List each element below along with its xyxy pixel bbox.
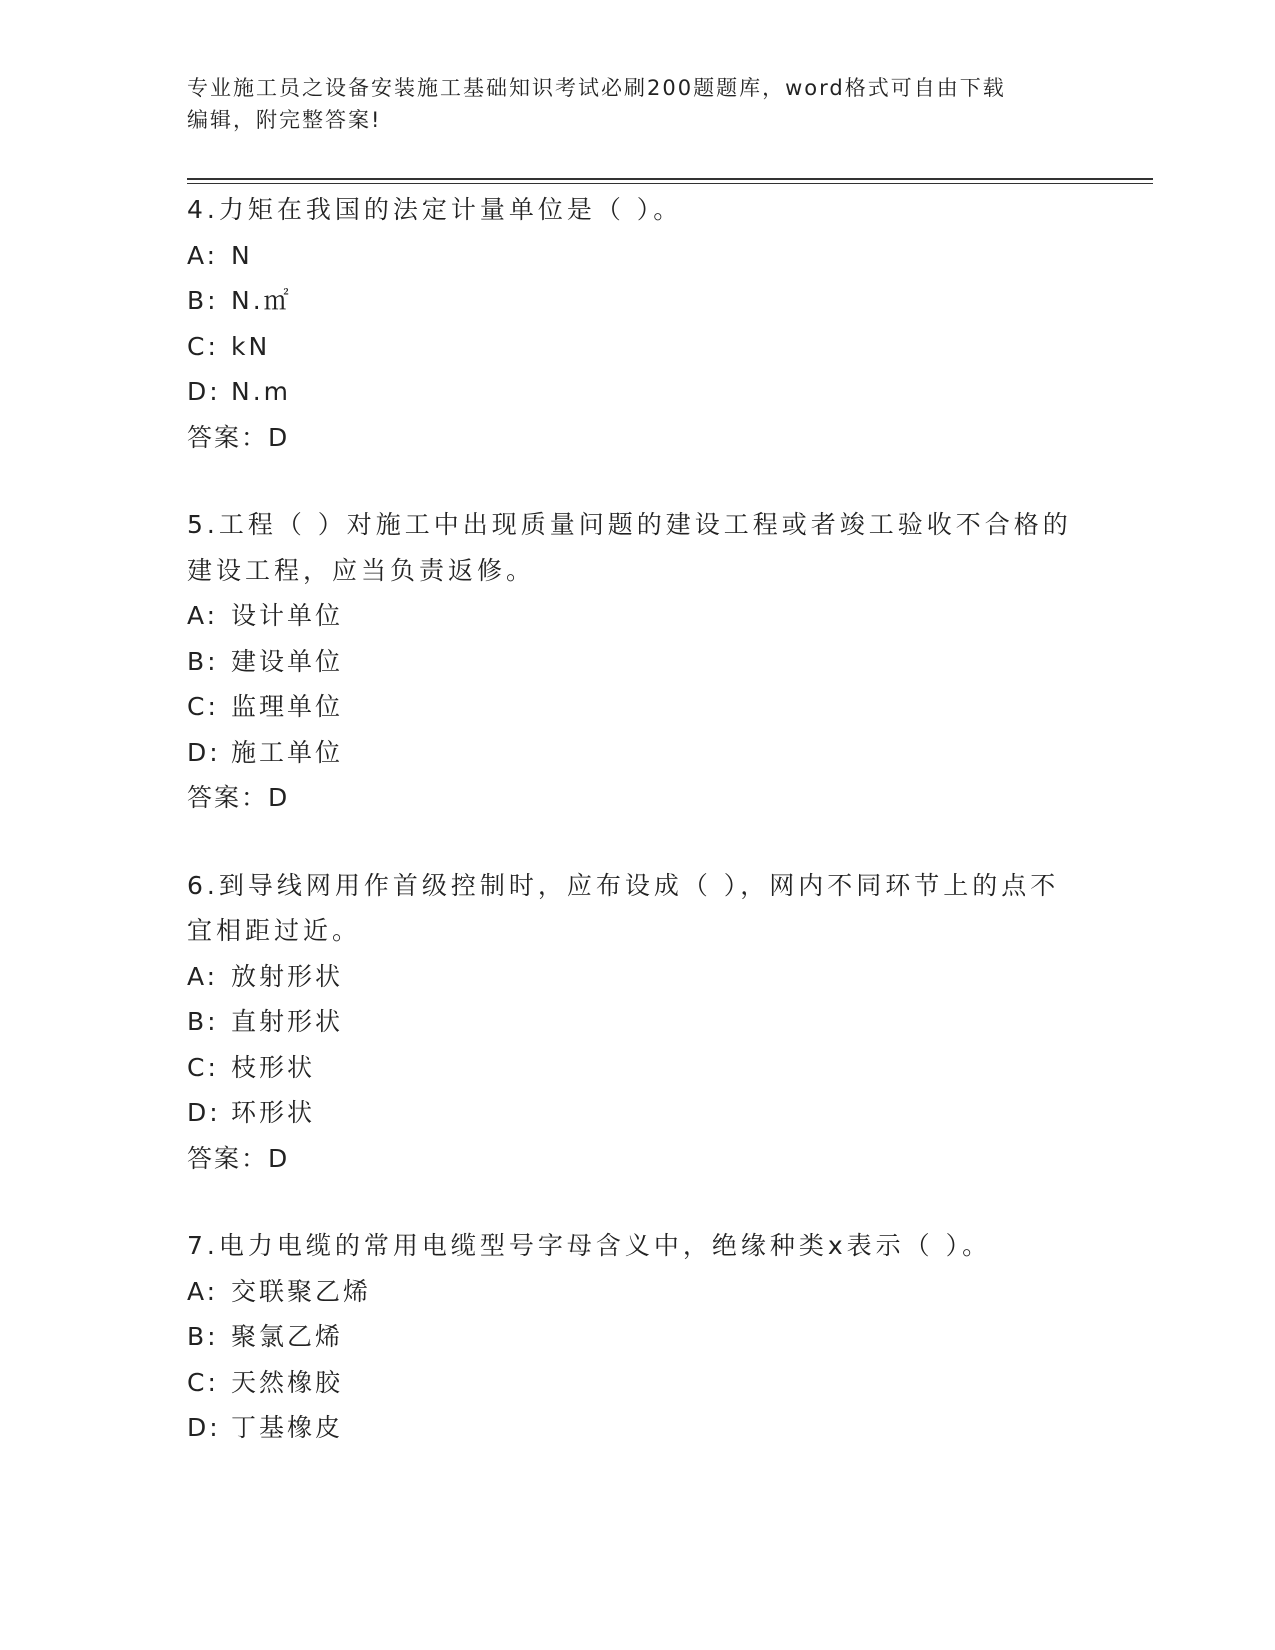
answer-line: 答案：D — [187, 1143, 290, 1173]
option-text: N.m — [231, 377, 292, 406]
option-b — [187, 278, 1087, 324]
option-text: 交联聚乙烯 — [231, 1276, 372, 1306]
option-text: 设计单位 — [231, 601, 344, 630]
header-line-2: 编辑，附完整答案! — [187, 108, 382, 132]
option-a — [187, 954, 1087, 1000]
option-c — [187, 1360, 1087, 1406]
option-text: N — [231, 240, 253, 270]
option-b — [187, 1314, 1087, 1360]
option-d — [187, 730, 1087, 776]
option-c — [187, 1045, 1087, 1091]
option-letter: D: — [187, 377, 221, 406]
option-letter: A: — [187, 240, 219, 270]
option-text: kN — [231, 331, 271, 361]
question-stem: 5.工程（ ）对施工中出现质量问题的建设工程或者竣工验收不合格的 — [187, 510, 1072, 539]
question-list — [187, 187, 1087, 1493]
option-text: 建设单位 — [231, 646, 344, 676]
question-stem-continued: 宜相距过近。 — [187, 916, 362, 945]
option-a — [187, 1269, 1087, 1315]
question-stem: 7.电力电缆的常用电缆型号字母含义中，绝缘种类x表示（ ）。 — [187, 1231, 992, 1260]
option-text: 丁基橡皮 — [231, 1413, 344, 1442]
option-b — [187, 999, 1087, 1045]
option-letter: B: — [187, 1007, 219, 1036]
option-text: 环形状 — [231, 1098, 316, 1127]
question-7 — [187, 1223, 1087, 1451]
question-stem-continued: 建设工程，应当负责返修。 — [187, 555, 536, 585]
option-b — [187, 639, 1087, 685]
option-c — [187, 324, 1087, 370]
option-letter: B: — [187, 286, 219, 315]
option-letter: B: — [187, 646, 219, 676]
option-c — [187, 684, 1087, 730]
option-a — [187, 233, 1087, 279]
option-letter: C: — [187, 1052, 219, 1082]
option-text: 监理单位 — [231, 692, 344, 721]
option-text: N.㎡ — [231, 286, 292, 315]
document-header — [187, 72, 1067, 136]
option-a — [187, 593, 1087, 639]
option-d — [187, 369, 1087, 415]
option-text: 枝形状 — [231, 1052, 316, 1082]
option-letter: D: — [187, 737, 221, 767]
option-letter: A: — [187, 601, 219, 630]
question-stem: 4.力矩在我国的法定计量单位是（ ）。 — [187, 195, 683, 224]
question-stem: 6.到导线网用作首级控制时，应布设成（ ），网内不同环节上的点不 — [187, 870, 1060, 900]
option-letter: C: — [187, 331, 219, 361]
header-divider-thin — [187, 183, 1153, 184]
option-letter: C: — [187, 1367, 219, 1397]
header-divider — [187, 178, 1153, 180]
option-letter: A: — [187, 961, 219, 991]
option-letter: A: — [187, 1276, 219, 1306]
option-d — [187, 1090, 1087, 1136]
option-letter: D: — [187, 1413, 221, 1442]
answer-line: 答案：D — [187, 422, 290, 452]
option-text: 放射形状 — [231, 961, 344, 991]
question-4 — [187, 187, 1087, 460]
option-letter: B: — [187, 1322, 219, 1351]
header-line-1: 专业施工员之设备安装施工基础知识考试必刷200题题库，word格式可自由下载 — [187, 76, 1006, 100]
answer-line: 答案：D — [187, 783, 290, 812]
option-d — [187, 1405, 1087, 1451]
option-letter: D: — [187, 1098, 221, 1127]
option-text: 聚氯乙烯 — [231, 1322, 344, 1351]
option-text: 施工单位 — [231, 737, 344, 767]
option-text: 直射形状 — [231, 1007, 344, 1036]
question-5 — [187, 502, 1087, 821]
question-6 — [187, 863, 1087, 1182]
option-text: 天然橡胶 — [231, 1367, 344, 1397]
option-letter: C: — [187, 692, 219, 721]
